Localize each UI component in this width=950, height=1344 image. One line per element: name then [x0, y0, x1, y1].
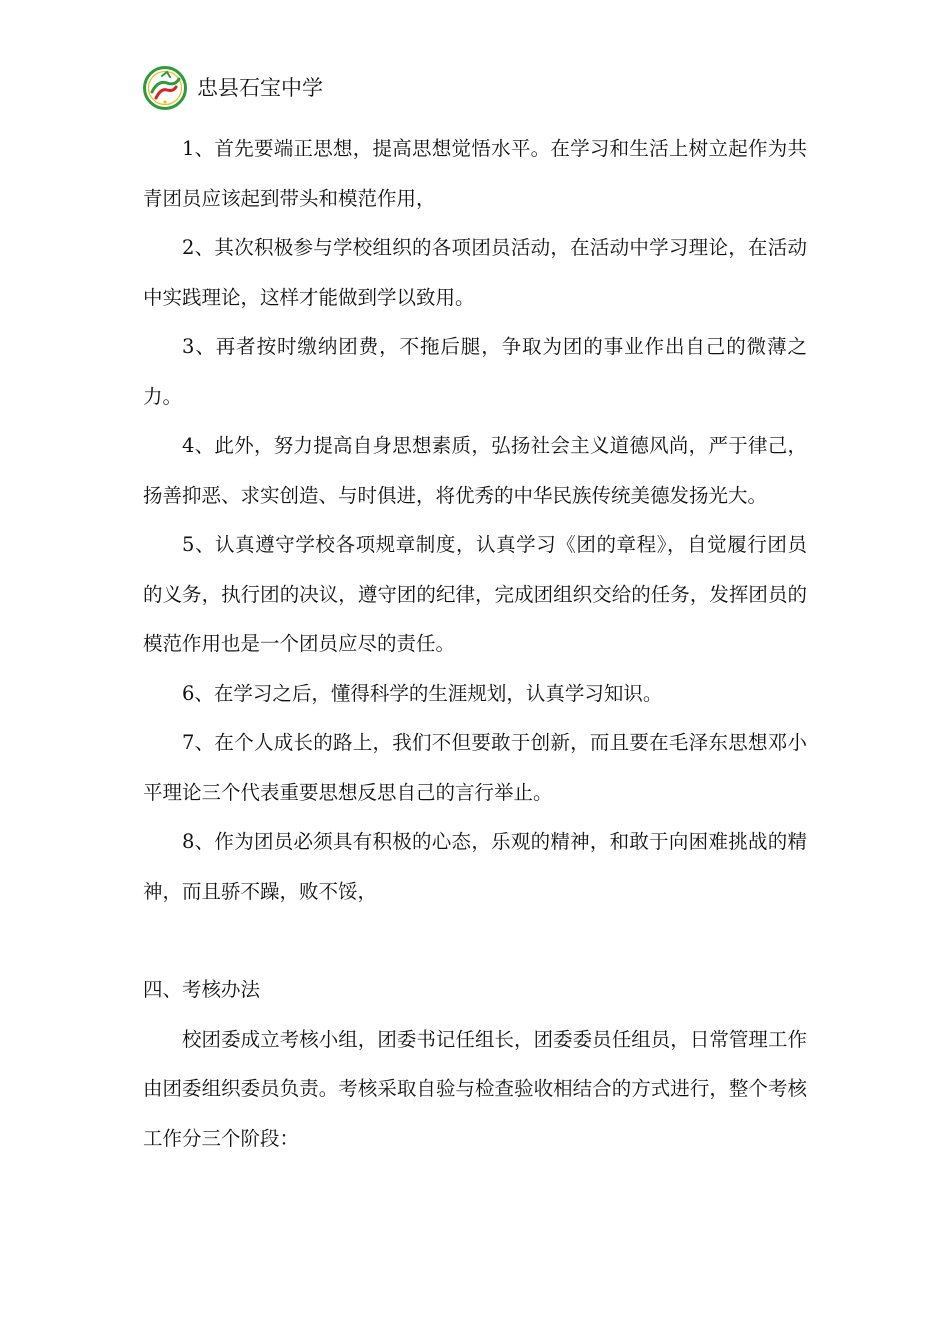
- list-item: 1、首先要端正思想，提高思想觉悟水平。在学习和生活上树立起作为共青团员应该起到带头和模范作用，: [143, 137, 807, 210]
- list-item: 8、作为团员必须具有积极的心态，乐观的精神，和敢于向困难挑战的精神，而且骄不躁，败不馁，: [143, 830, 807, 903]
- list-item: 4、此外，努力提高自身思想素质，弘扬社会主义道德风尚，严于律己，扬善抑恶、求实创造、与时俱进，将优秀的中华民族传统美德发扬光大。: [143, 434, 807, 507]
- list-item: 3、再者按时缴纳团费，不拖后腿，争取为团的事业作出自己的微薄之力。: [143, 335, 807, 408]
- school-emblem-icon: [143, 66, 187, 110]
- section-paragraph: 校团委成立考核小组，团委书记任组长，团委委员任组员，日常管理工作由团委组织委员负责。考核采取自验与检查验收相结合的方式进行，整个考核工作分三个阶段：: [143, 1027, 807, 1150]
- list-item: 2、其次积极参与学校组织的各项团员活动，在活动中学习理论，在活动中实践理论，这样才能做到学以致用。: [143, 236, 807, 309]
- list-item: 7、在个人成长的路上，我们不但要敢于创新，而且要在毛泽东思想邓小平理论三个代表重要思想反思自己的言行举止。: [143, 731, 807, 804]
- section-spacer: [143, 916, 807, 965]
- page-header: [143, 66, 323, 110]
- document-body: [143, 124, 807, 1163]
- list-item: 6、在学习之后，懂得科学的生涯规划，认真学习知识。: [182, 681, 663, 705]
- list-item: 5、认真遵守学校各项规章制度，认真学习《团的章程》，自觉履行团员的义务，执行团的决议，遵守团的纪律，完成团组织交给的任务，发挥团员的模范作用也是一个团员应尽的责任。: [143, 533, 807, 655]
- school-name: 忠县石宝中学: [197, 76, 323, 100]
- section-heading: 四、考核办法: [143, 978, 261, 1001]
